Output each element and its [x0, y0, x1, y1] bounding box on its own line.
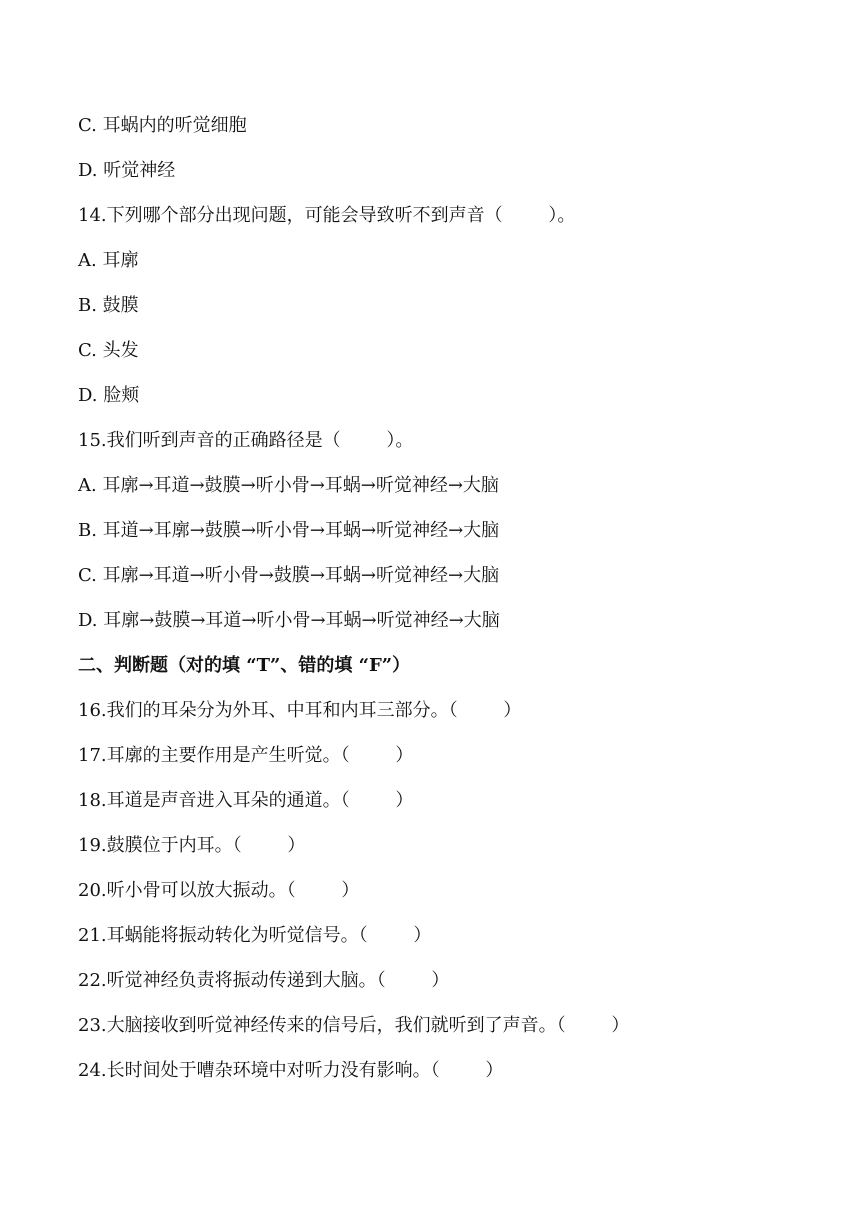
question-15: 15.我们听到声音的正确路径是（ ）。 [78, 430, 414, 451]
question-19: 19.鼓膜位于内耳。（ ） [78, 835, 306, 856]
option-14a: A. 耳廓 [78, 250, 139, 271]
question-23: 23.大脑接收到听觉神经传来的信号后，我们就听到了声音。（ ） [78, 1015, 630, 1036]
option-15b: B. 耳道→耳廓→鼓膜→听小骨→耳蜗→听觉神经→大脑 [78, 520, 500, 541]
question-18: 18.耳道是声音进入耳朵的通道。（ ） [78, 790, 414, 811]
option-13d: D. 听觉神经 [78, 160, 176, 181]
option-14b: B. 鼓膜 [78, 295, 139, 316]
question-21: 21.耳蜗能将振动转化为听觉信号。（ ） [78, 925, 432, 946]
option-14c: C. 头发 [78, 340, 139, 361]
question-16: 16.我们的耳朵分为外耳、中耳和内耳三部分。（ ） [78, 700, 522, 721]
option-13c: C. 耳蜗内的听觉细胞 [78, 115, 247, 136]
question-20: 20.听小骨可以放大振动。（ ） [78, 880, 360, 901]
question-17: 17.耳廓的主要作用是产生听觉。（ ） [78, 745, 414, 766]
section-heading-true-false: 二、判断题（对的填 “T”、错的填 “F”） [78, 655, 411, 676]
option-14d: D. 脸颊 [78, 385, 140, 406]
question-22: 22.听觉神经负责将振动传递到大脑。（ ） [78, 970, 450, 991]
option-15c: C. 耳廓→耳道→听小骨→鼓膜→耳蜗→听觉神经→大脑 [78, 565, 500, 586]
question-14: 14.下列哪个部分出现问题，可能会导致听不到声音（ ）。 [78, 205, 576, 226]
option-15a: A. 耳廓→耳道→鼓膜→听小骨→耳蜗→听觉神经→大脑 [78, 475, 499, 496]
option-15d: D. 耳廓→鼓膜→耳道→听小骨→耳蜗→听觉神经→大脑 [78, 610, 500, 631]
question-24: 24.长时间处于嘈杂环境中对听力没有影响。（ ） [78, 1060, 504, 1081]
